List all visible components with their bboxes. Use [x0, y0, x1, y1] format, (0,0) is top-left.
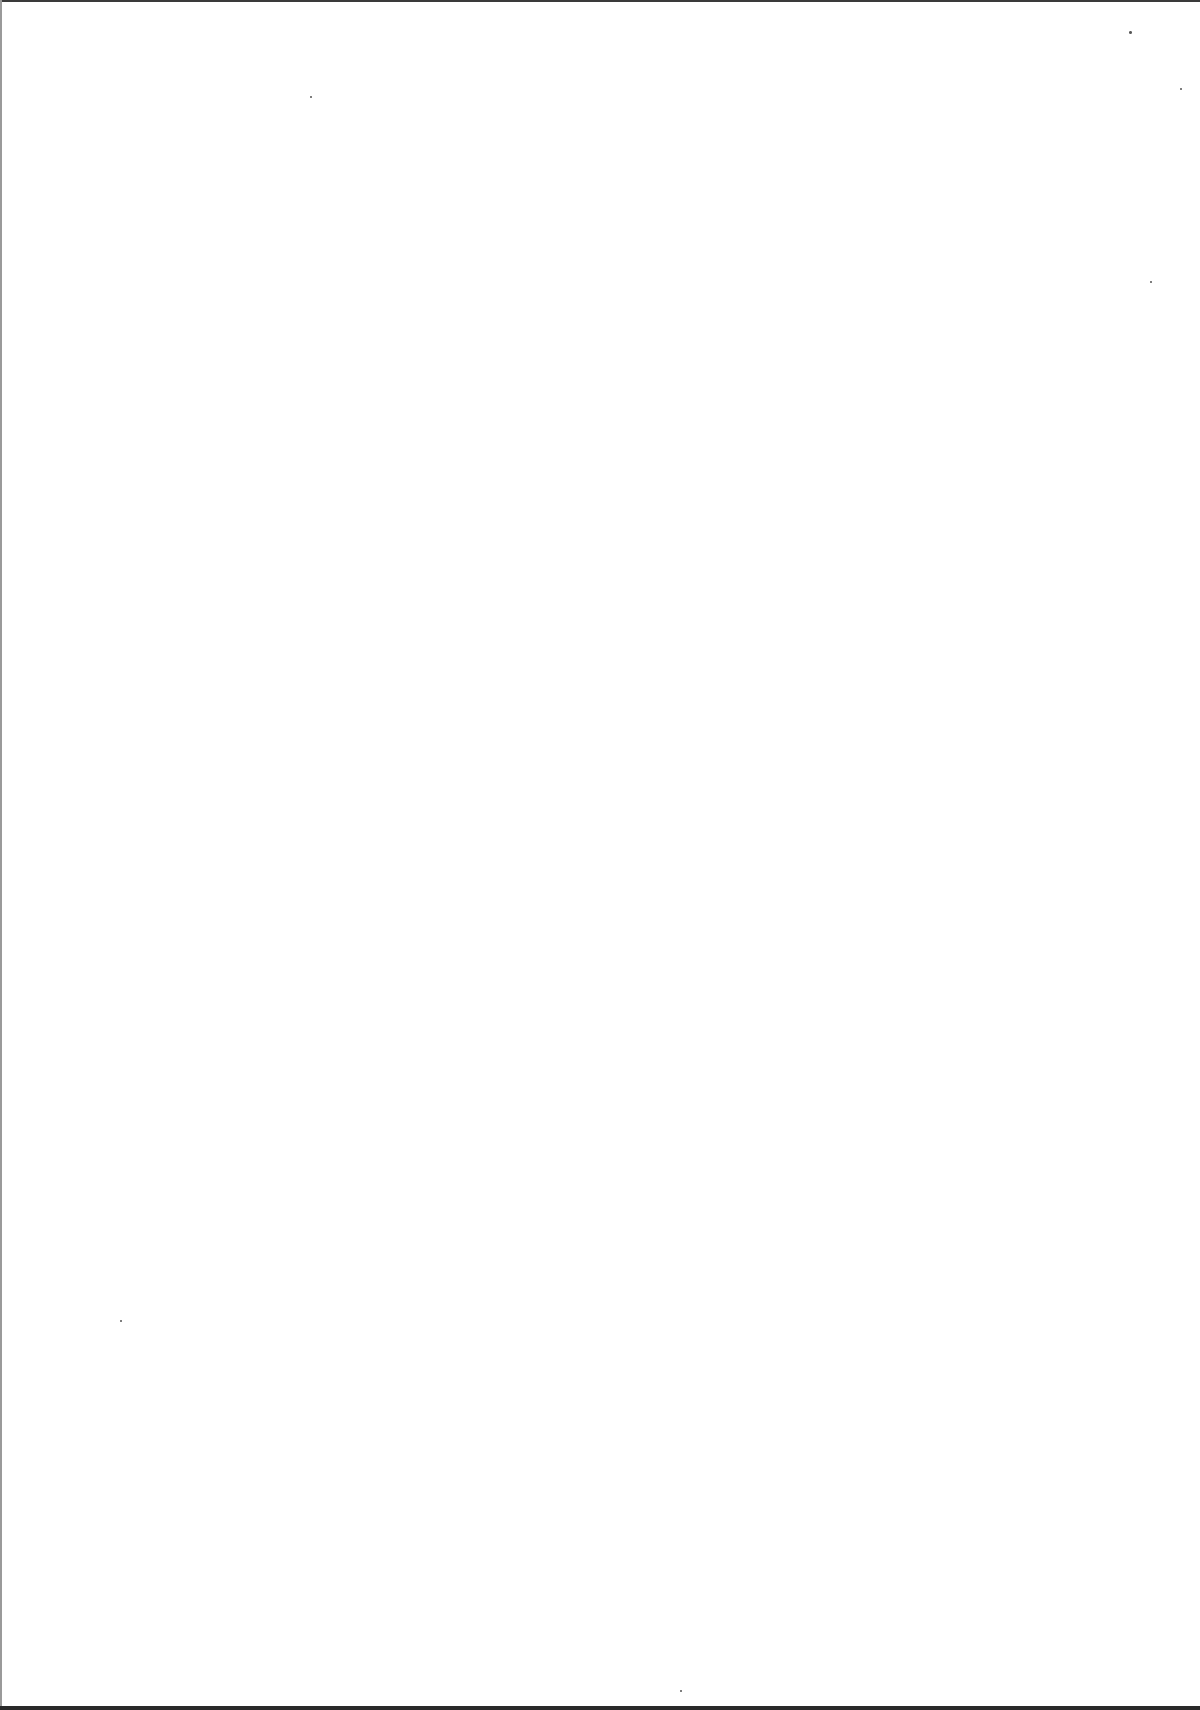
scan-edge-bottom: [0, 1706, 1200, 1710]
scan-speck: [1129, 31, 1132, 34]
scan-edge-left: [0, 0, 2, 1710]
scan-edge-top: [0, 0, 1200, 2]
scan-speck: [1180, 88, 1182, 90]
scan-speck: [310, 96, 312, 98]
scan-speck: [120, 1320, 122, 1322]
scan-speck: [680, 1690, 682, 1692]
scan-speck: [1150, 281, 1152, 283]
